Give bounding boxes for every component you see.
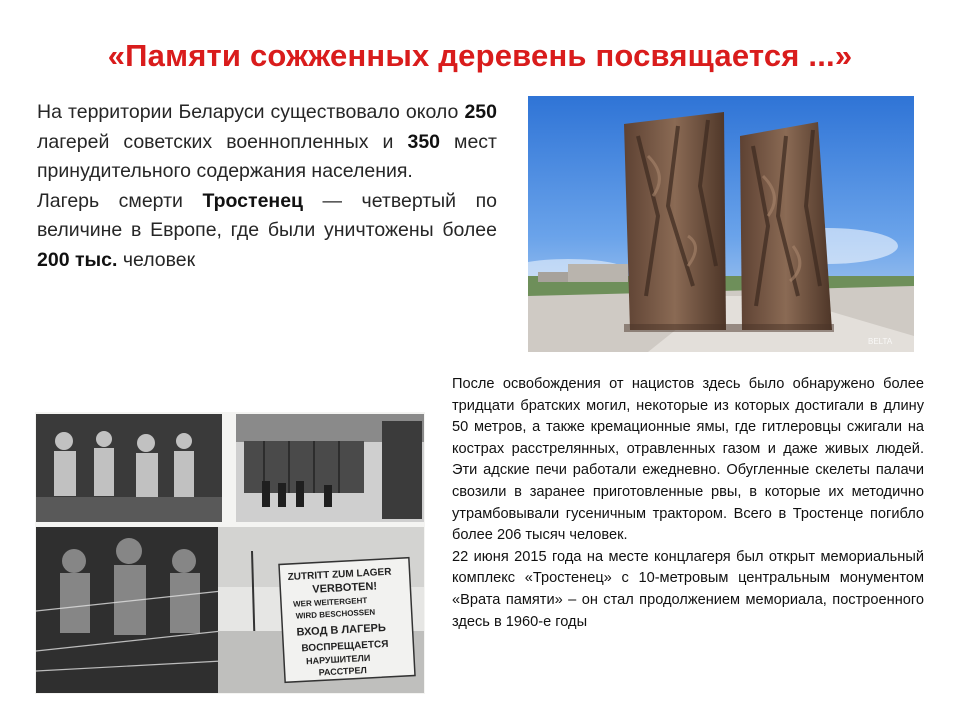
- body-paragraph-1: После освобождения от нацистов здесь было обнаружено более тридцати братских могил, некоторые из которых достигали в длину 50 метров, а также кремационные ямы, где гитлеровцы сжигали на кострах расстрелянных, отравленных газом и даже живых людей. Эти адские печи работали ежедневно. Обугленные скелеты палачи свозили в заранее приготовленные рвы, в которые их методично утрамбовывали гусеничным трактором. Всего в Тростенце погибло более 206 тысяч человек.: [452, 376, 924, 544]
- archive-photo-collage-icon: [34, 411, 426, 695]
- sign-line-7: НАРУШИТЕЛИ: [305, 652, 371, 667]
- body-paragraph-2: 22 июня 2015 года на месте концлагеря был открыт мемориальный комплекс «Тростенец» с 10-метровым центральным монументом «Врата памяти» – он стал продолжением мемориала, построенного здесь в 1960-е годы: [452, 548, 924, 630]
- sign-line-5: ВХОД В ЛАГЕРЬ: [296, 621, 387, 639]
- body-text: [452, 374, 924, 633]
- photo-watermark: BELTA: [868, 337, 893, 346]
- sign-line-4: WIRD BESCHOSSEN: [295, 607, 376, 621]
- sign-line-8: РАССТРЕЛ: [318, 665, 368, 678]
- intro-paragraph-2: Лагерь смерти Тростенец — четвертый по величине в Европе, где были уничтожены более 200 тыс. человек: [37, 189, 497, 271]
- sign-line-2: VERBOTEN!: [312, 580, 378, 596]
- monument-photo-icon: [528, 96, 914, 352]
- slide-title: «Памяти сожженных деревень посвящается ...»: [107, 38, 853, 73]
- archive-photo-collage: [34, 411, 426, 695]
- camps-count: 250: [464, 101, 497, 123]
- intro-paragraph-1: На территории Беларуси существовало около 250 лагерей советских военнопленных и 350 мест принудительного содержания населения.: [37, 101, 497, 182]
- victims-count: 200 тыс.: [37, 248, 118, 271]
- intro-text: [37, 98, 497, 275]
- sign-line-1: ZUTRITT ZUM LAGER: [287, 566, 392, 584]
- places-count: 350: [407, 130, 441, 153]
- camp-name: Тростенец: [202, 189, 304, 212]
- monument-photo: [528, 96, 914, 352]
- sign-line-3: WER WEITERGEHT: [292, 595, 368, 609]
- sign-line-6: ВОСПРЕЩАЕТСЯ: [301, 638, 389, 655]
